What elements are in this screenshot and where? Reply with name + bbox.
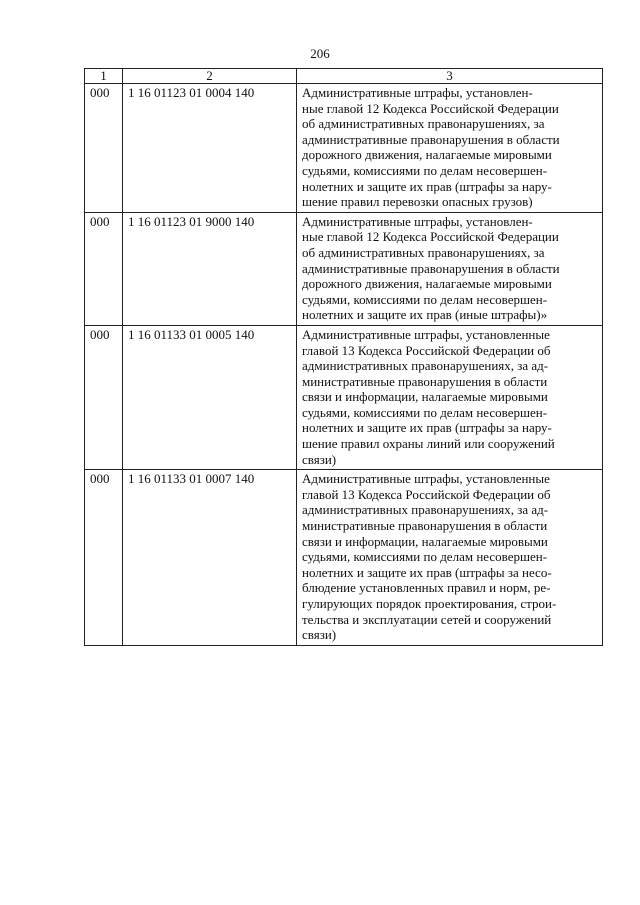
description-line: ные главой 12 Кодекса Российской Федерации bbox=[302, 229, 559, 245]
description-line: блюдение установленных правил и норм, ре- bbox=[302, 580, 551, 596]
description-line: нолетних и защите их прав (штрафы за несо- bbox=[302, 564, 552, 580]
budget-classification-code-cell: 1 16 01133 01 0007 140 bbox=[123, 470, 297, 646]
description-line: судьями, комиссиями по делам несовершен- bbox=[302, 549, 548, 565]
description-line: тельства и эксплуатации сетей и сооружений bbox=[302, 611, 552, 627]
description-line: об административных правонарушениях, за bbox=[302, 116, 545, 132]
description-line: связи и информации, налагаемые мировыми bbox=[302, 533, 548, 549]
description-line: нолетних и защите их прав (штрафы за нару- bbox=[302, 420, 552, 436]
revenue-description-cell bbox=[297, 212, 603, 325]
description-line: Административные штрафы, установлен- bbox=[302, 213, 533, 229]
description-line: судьями, комиссиями по делам несовершен- bbox=[302, 162, 548, 178]
description-line: главой 13 Кодекса Российской Федерации об bbox=[302, 486, 551, 502]
budget-codes-table bbox=[84, 68, 603, 646]
table-header-row bbox=[85, 69, 603, 84]
description-line: административных правонарушениях, за ад- bbox=[302, 502, 549, 518]
description-line: министративные правонарушения в области bbox=[302, 518, 548, 534]
description-line: нолетних и защите их прав (иные штрафы)» bbox=[302, 307, 548, 323]
description-line: судьями, комиссиями по делам несовершен- bbox=[302, 404, 548, 420]
description-line: гулирующих порядок проектирования, строи- bbox=[302, 596, 557, 611]
description-line: административных правонарушениях, за ад- bbox=[302, 358, 549, 374]
description-line: шение правил охраны линий или сооружений bbox=[302, 436, 555, 452]
admin-code-cell: 000 bbox=[85, 470, 123, 646]
table-row bbox=[85, 470, 603, 646]
description-line: Административные штрафы, установленные bbox=[302, 471, 550, 487]
description-line: шение правил перевозки опасных грузов) bbox=[302, 194, 533, 210]
description-line: ные главой 12 Кодекса Российской Федерации bbox=[302, 100, 559, 116]
table-row bbox=[85, 325, 603, 469]
description-line: связи) bbox=[302, 451, 337, 467]
description-line: административные правонарушения в области bbox=[302, 260, 560, 276]
description-line: судьями, комиссиями по делам несовершен- bbox=[302, 291, 548, 307]
description-line: дорожного движения, налагаемые мировыми bbox=[302, 276, 552, 292]
budget-classification-code-cell: 1 16 01123 01 9000 140 bbox=[123, 212, 297, 325]
description-line: Административные штрафы, установлен- bbox=[302, 85, 533, 100]
table-row bbox=[85, 84, 603, 213]
description-line: главой 13 Кодекса Российской Федерации об bbox=[302, 342, 551, 358]
description-line: дорожного движения, налагаемые мировыми bbox=[302, 147, 552, 163]
header-col-3: 3 bbox=[297, 69, 603, 84]
table-row bbox=[85, 212, 603, 325]
description-line: административные правонарушения в области bbox=[302, 131, 560, 147]
admin-code-cell: 000 bbox=[85, 84, 123, 213]
revenue-description-cell bbox=[297, 325, 603, 469]
header-col-1: 1 bbox=[85, 69, 123, 84]
admin-code-cell: 000 bbox=[85, 212, 123, 325]
page-number: 206 bbox=[310, 46, 330, 61]
header-col-2: 2 bbox=[123, 69, 297, 84]
description-line: Административные штрафы, установленные bbox=[302, 326, 550, 342]
description-line: нолетних и защите их прав (штрафы за нару- bbox=[302, 178, 552, 194]
description-line: связи и информации, налагаемые мировыми bbox=[302, 389, 548, 405]
budget-classification-code-cell: 1 16 01133 01 0005 140 bbox=[123, 325, 297, 469]
description-line: связи) bbox=[302, 627, 337, 643]
revenue-description-cell bbox=[297, 84, 603, 213]
description-line: об административных правонарушениях, за bbox=[302, 244, 545, 260]
revenue-description-cell bbox=[297, 470, 603, 646]
description-line: министративные правонарушения в области bbox=[302, 373, 548, 389]
admin-code-cell: 000 bbox=[85, 325, 123, 469]
budget-classification-code-cell: 1 16 01123 01 0004 140 bbox=[123, 84, 297, 213]
